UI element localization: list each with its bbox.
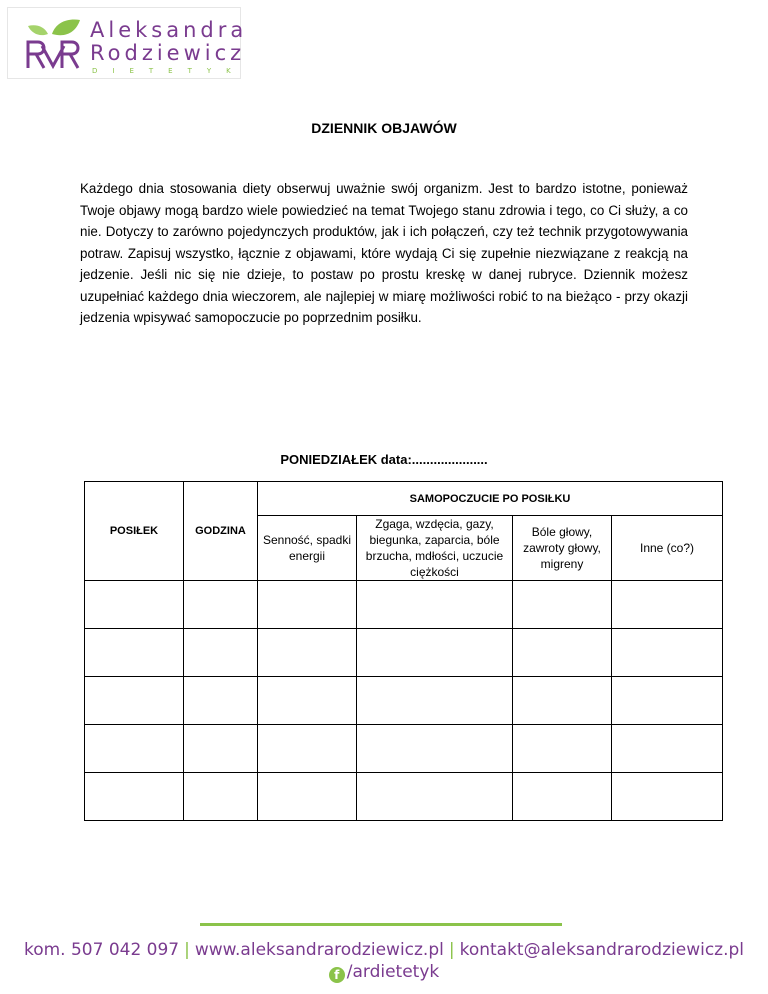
meal-cell[interactable] [85, 629, 184, 677]
time-cell[interactable] [184, 677, 258, 725]
fatigue-cell[interactable] [258, 677, 357, 725]
headache-cell[interactable] [513, 581, 612, 629]
table-row [85, 629, 723, 677]
footer-social-handle[interactable]: /ardietetyk [346, 962, 440, 982]
digestive-cell[interactable] [357, 725, 513, 773]
group-header-wellbeing: SAMOPOCZUCIE PO POSIŁKU [258, 482, 723, 516]
other-cell[interactable] [612, 677, 723, 725]
intro-paragraph: Każdego dnia stosowania diety obserwuj uważnie swój organizm. Jest to bardzo istotne, ponieważ Twoje objawy mogą bardzo wiele powiedzieć na temat Twojego stanu zdrowia i tego, co Ci służy, a co nie. Dotyczy to zarówno pojedynczych produktów, jak i ich połączeń, czy też technik przygotowywania potraw. Zapisuj wszystko, łącznie z objawami, które wydają Ci się zupełnie niezwiązane z reakcją na jedzenie. Jeśli nic się nie dzieje, to postaw po prostu kreskę w danej rubryce. Dziennik możesz uzupełniać każdego dnia wieczorem, ale najlepiej w miarę możliwości robić to na bieżąco - przy okazji jedzenia wpisywać samopoczucie po poprzednim posiłku. [80, 181, 688, 325]
brand-name-line2: Rodziewicz [90, 41, 246, 65]
fatigue-cell[interactable] [258, 629, 357, 677]
table-row [85, 677, 723, 725]
column-header-digestive: Zgaga, wzdęcia, gazy, biegunka, zaparcia, bóle brzucha, mdłości, uczucie ciężkości [357, 516, 513, 581]
digestive-cell[interactable] [357, 629, 513, 677]
meal-cell[interactable] [85, 581, 184, 629]
footer-divider [200, 923, 562, 926]
facebook-icon: f [329, 967, 345, 983]
footer-separator: | [448, 940, 455, 960]
fatigue-cell[interactable] [258, 725, 357, 773]
symptom-journal-table [84, 481, 723, 821]
brand-logo [7, 7, 248, 79]
fatigue-cell[interactable] [258, 773, 357, 821]
column-header-time: GODZINA [184, 482, 258, 581]
table-row [85, 773, 723, 821]
footer-separator: | [184, 940, 190, 960]
table-row [85, 725, 723, 773]
footer-contacts [0, 940, 768, 960]
time-cell[interactable] [184, 581, 258, 629]
brand-subtitle: DIETETYK [92, 67, 246, 75]
other-cell[interactable] [612, 725, 723, 773]
column-header-fatigue: Senność, spadki energii [258, 516, 357, 581]
meal-cell[interactable] [85, 773, 184, 821]
other-cell[interactable] [612, 773, 723, 821]
digestive-cell[interactable] [357, 581, 513, 629]
digestive-cell[interactable] [357, 773, 513, 821]
fatigue-cell[interactable] [258, 581, 357, 629]
time-cell[interactable] [184, 725, 258, 773]
other-cell[interactable] [612, 629, 723, 677]
document-title: DZIENNIK OBJAWÓW [311, 120, 457, 136]
leaf-monogram-icon [22, 16, 84, 74]
footer-social [0, 962, 768, 983]
meal-cell[interactable] [85, 677, 184, 725]
table-header-row [85, 482, 723, 516]
headache-cell[interactable] [513, 773, 612, 821]
table-row [85, 581, 723, 629]
day-date-label: PONIEDZIAŁEK data:..................... [280, 452, 488, 467]
headache-cell[interactable] [513, 725, 612, 773]
footer-phone: kom. 507 042 097 [23, 940, 180, 960]
column-header-other: Inne (co?) [612, 516, 723, 581]
footer-email-link[interactable]: kontakt@aleksandrarodziewicz.pl [459, 940, 745, 960]
digestive-cell[interactable] [357, 677, 513, 725]
footer-website-link[interactable]: www.aleksandrarodziewicz.pl [194, 940, 444, 960]
column-header-headache: Bóle głowy, zawroty głowy, migreny [513, 516, 612, 581]
brand-name-line1: Aleksandra [90, 18, 248, 42]
meal-cell[interactable] [85, 725, 184, 773]
time-cell[interactable] [184, 629, 258, 677]
column-header-meal: POSIŁEK [85, 482, 184, 581]
headache-cell[interactable] [513, 677, 612, 725]
time-cell[interactable] [184, 773, 258, 821]
other-cell[interactable] [612, 581, 723, 629]
headache-cell[interactable] [513, 629, 612, 677]
